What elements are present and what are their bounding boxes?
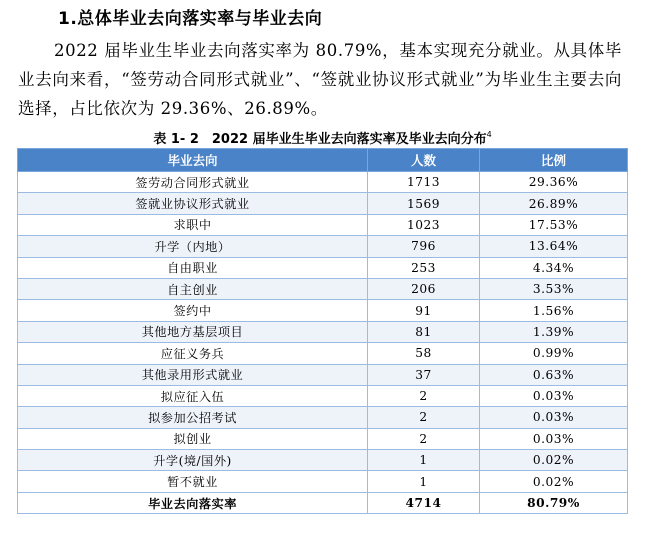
header-count: 人数 — [368, 149, 480, 172]
ratio-cell: 0.02% — [480, 471, 628, 492]
total-ratio-cell: 80.79% — [480, 492, 628, 513]
destination-cell: 自主创业 — [18, 278, 368, 299]
table-header-row — [18, 149, 628, 172]
count-cell: 2 — [368, 428, 480, 449]
destination-cell: 升学(境/国外) — [18, 450, 368, 471]
ratio-cell: 0.02% — [480, 450, 628, 471]
header-destination: 毕业去向 — [18, 149, 368, 172]
destination-cell: 升学（内地） — [18, 236, 368, 257]
table-row — [18, 450, 628, 471]
caption-footnote-marker: 4 — [486, 130, 492, 139]
table-row — [18, 278, 628, 299]
destination-cell: 拟创业 — [18, 428, 368, 449]
table-row — [18, 236, 628, 257]
count-cell: 206 — [368, 278, 480, 299]
ratio-cell: 3.53% — [480, 278, 628, 299]
table-row — [18, 214, 628, 235]
destination-cell: 签劳动合同形式就业 — [18, 172, 368, 193]
count-cell: 37 — [368, 364, 480, 385]
ratio-cell: 1.56% — [480, 300, 628, 321]
count-cell: 1569 — [368, 193, 480, 214]
table-row — [18, 193, 628, 214]
table-caption-label: 表 1- 2 2022 届毕业生毕业去向落实率及毕业去向分布 — [153, 132, 487, 147]
count-cell: 58 — [368, 343, 480, 364]
destination-table — [17, 148, 628, 514]
destination-cell: 签约中 — [18, 300, 368, 321]
table-row — [18, 257, 628, 278]
count-cell: 1 — [368, 450, 480, 471]
table-row — [18, 172, 628, 193]
ratio-cell: 0.03% — [480, 385, 628, 406]
destination-cell: 应征义务兵 — [18, 343, 368, 364]
count-cell: 253 — [368, 257, 480, 278]
ratio-cell: 4.34% — [480, 257, 628, 278]
count-cell: 1 — [368, 471, 480, 492]
total-destination-cell: 毕业去向落实率 — [18, 492, 368, 513]
table-row — [18, 471, 628, 492]
table-row — [18, 385, 628, 406]
ratio-cell: 17.53% — [480, 214, 628, 235]
table-row — [18, 343, 628, 364]
destination-cell: 其他地方基层项目 — [18, 321, 368, 342]
destination-cell: 求职中 — [18, 214, 368, 235]
destination-cell: 拟应征入伍 — [18, 385, 368, 406]
destination-cell: 签就业协议形式就业 — [18, 193, 368, 214]
section-heading: 1.总体毕业去向落实率与毕业去向 — [58, 9, 323, 29]
total-count-cell: 4714 — [368, 492, 480, 513]
count-cell: 2 — [368, 407, 480, 428]
ratio-cell: 1.39% — [480, 321, 628, 342]
count-cell: 796 — [368, 236, 480, 257]
table-body — [18, 172, 628, 514]
count-cell: 1023 — [368, 214, 480, 235]
destination-cell: 暂不就业 — [18, 471, 368, 492]
ratio-cell: 26.89% — [480, 193, 628, 214]
count-cell: 81 — [368, 321, 480, 342]
count-cell: 91 — [368, 300, 480, 321]
table-row — [18, 428, 628, 449]
ratio-cell: 29.36% — [480, 172, 628, 193]
ratio-cell: 0.03% — [480, 428, 628, 449]
table-row — [18, 364, 628, 385]
table-row — [18, 407, 628, 428]
ratio-cell: 13.64% — [480, 236, 628, 257]
ratio-cell: 0.03% — [480, 407, 628, 428]
destination-cell: 拟参加公招考试 — [18, 407, 368, 428]
table-caption — [0, 128, 645, 147]
ratio-cell: 0.99% — [480, 343, 628, 364]
destination-cell: 自由职业 — [18, 257, 368, 278]
summary-paragraph: 2022 届毕业生毕业去向落实率为 80.79%，基本实现充分就业。从具体毕业去向来看，“签劳动合同形式就业”、“签就业协议形式就业”为毕业生主要去向选择，占比依次为 29.36%、26.89%。 — [18, 41, 622, 118]
table-row — [18, 321, 628, 342]
destination-cell: 其他录用形式就业 — [18, 364, 368, 385]
table-row — [18, 300, 628, 321]
count-cell: 2 — [368, 385, 480, 406]
header-ratio: 比例 — [480, 149, 628, 172]
ratio-cell: 0.63% — [480, 364, 628, 385]
count-cell: 1713 — [368, 172, 480, 193]
total-row — [18, 492, 628, 513]
